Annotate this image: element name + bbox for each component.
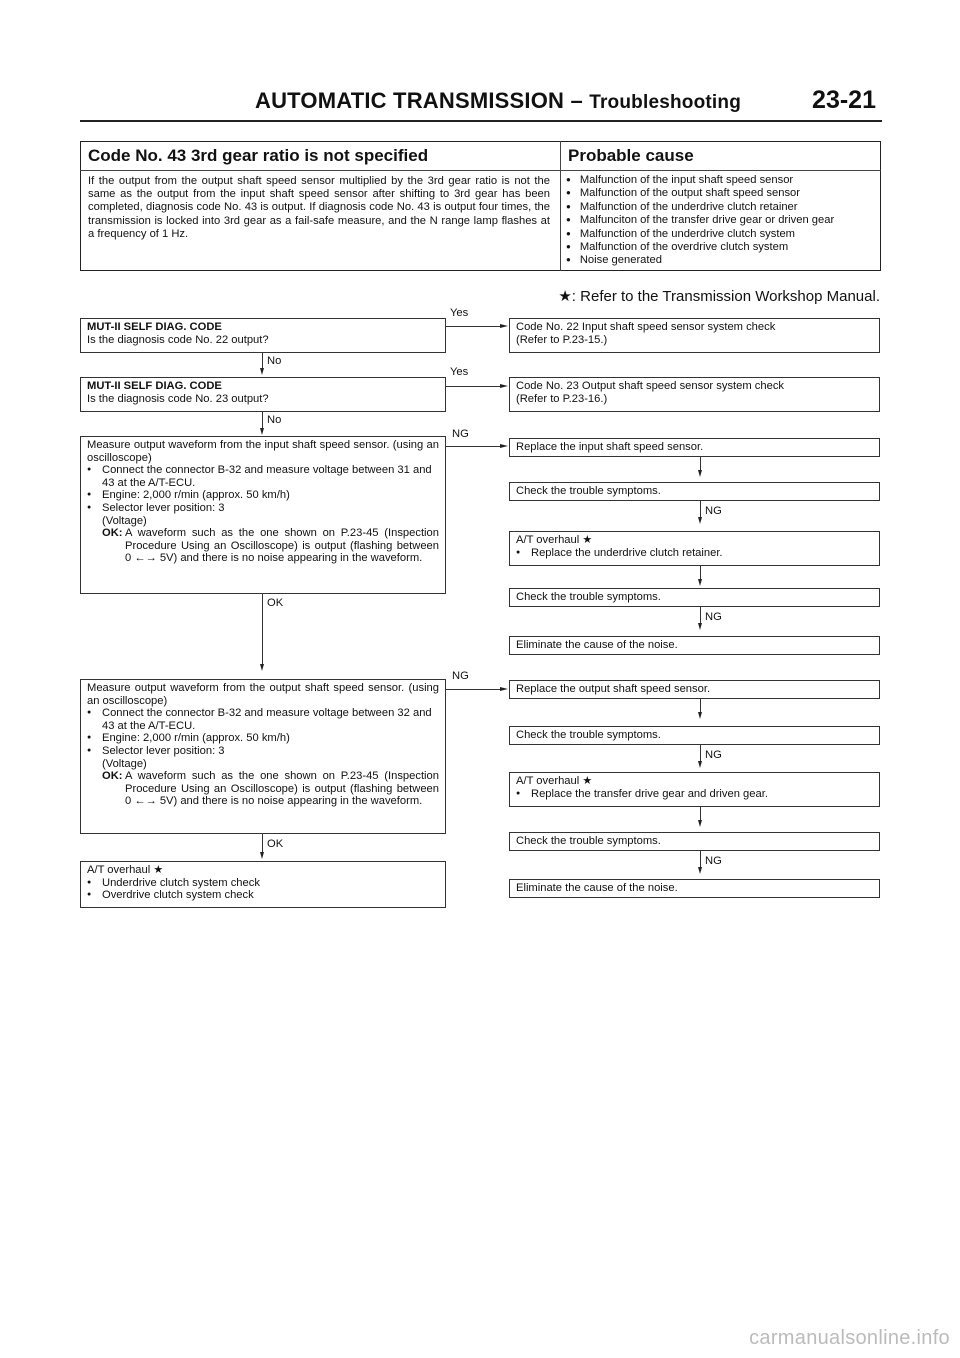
step4-ng-label: NG <box>452 670 469 682</box>
final-item: ● Overdrive clutch system check <box>87 889 439 902</box>
branch-b-ng1-label: NG <box>705 749 722 761</box>
step2-question: Is the diagnosis code No. 23 output? <box>87 392 269 405</box>
arrow-down-icon <box>698 712 702 719</box>
step3-voltage: (Voltage) <box>102 514 147 527</box>
step3-ok-criteria <box>87 527 439 565</box>
branch-a-eliminate-box: Eliminate the cause of the noise. <box>509 636 880 655</box>
final-items <box>87 877 439 902</box>
step4-box <box>80 679 446 834</box>
workshop-manual-note: ★: Refer to the Transmission Workshop Manual. <box>558 288 880 305</box>
step1-title: MUT-II SELF DIAG. CODE <box>87 321 222 333</box>
step2-box <box>80 377 446 412</box>
probable-cause-title: Probable cause <box>568 146 694 165</box>
arrow-right-icon <box>500 384 508 388</box>
arrow-down-icon <box>260 852 264 859</box>
condition-item: ● Connect the connector B-32 and measure voltage between 31 and 43 at the A/T-ECU. <box>87 464 439 489</box>
probable-cause-list <box>566 174 878 268</box>
overhaul-items <box>516 547 873 560</box>
final-overhaul-box <box>80 861 446 908</box>
final-item: ● Underdrive clutch system check <box>87 877 439 890</box>
condition-item: ● Selector lever position: 3 <box>87 745 439 758</box>
step2-title: MUT-II SELF DIAG. CODE <box>87 380 222 392</box>
cause-item: ● Malfunction of the underdrive clutch system <box>566 228 878 241</box>
step3-box <box>80 436 446 594</box>
step1-no-label: No <box>267 355 282 367</box>
step2-yes-connector <box>446 386 500 387</box>
code-column-divider <box>560 141 561 271</box>
branch-a-ng1-label: NG <box>705 505 722 517</box>
step3-ok-connector <box>262 594 263 665</box>
ok-text: A waveform such as the one shown on P.23-45 (Inspection Procedure Using an Oscilloscope) is output (flashing between 0 ←→ 5V) and there is no noise appearing in the waveform. <box>125 770 439 808</box>
result1-box <box>509 318 880 353</box>
result2-line1: Code No. 23 Output shaft speed sensor system check <box>516 380 785 392</box>
step4-ok-branch-label: OK <box>267 838 284 850</box>
branch-b-check1-box: Check the trouble symptoms. <box>509 726 880 745</box>
result1-line1: Code No. 22 Input shaft speed sensor system check <box>516 321 776 333</box>
branch-a-overhaul-box <box>509 531 880 566</box>
step4-ng-connector <box>446 689 500 690</box>
condition-item: ● Connect the connector B-32 and measure voltage between 32 and 43 at the A/T-ECU. <box>87 707 439 732</box>
condition-item: ● Engine: 2,000 r/min (approx. 50 km/h) <box>87 732 439 745</box>
code-header-divider <box>80 170 881 171</box>
branch-b-check2-box: Check the trouble symptoms. <box>509 832 880 851</box>
cause-item: ● Malfunciton of the transfer drive gear or driven gear <box>566 214 878 227</box>
ok-text: A waveform such as the one shown on P.23-45 (Inspection Procedure Using an Oscilloscope) is output (flashing between 0 ←→ 5V) and there is no noise appearing in the waveform. <box>125 527 439 565</box>
arrow-down-icon <box>698 820 702 827</box>
branch-a-check2-box: Check the trouble symptoms. <box>509 588 880 607</box>
step3-ok-branch-label: OK <box>267 597 284 609</box>
condition-item: ● Engine: 2,000 r/min (approx. 50 km/h) <box>87 489 439 502</box>
arrow-down-icon <box>698 761 702 768</box>
arrow-down-icon <box>698 470 702 477</box>
branch-b-eliminate-box: Eliminate the cause of the noise. <box>509 879 880 898</box>
step3-intro: Measure output waveform from the input shaft speed sensor. (using an oscilloscope) <box>87 439 439 464</box>
step3-conditions <box>87 464 439 514</box>
ok-label: OK: <box>102 770 123 783</box>
step1-question: Is the diagnosis code No. 22 output? <box>87 333 269 346</box>
code-title: Code No. 43 3rd gear ratio is not specified <box>88 146 429 165</box>
ok-label: OK: <box>102 527 123 540</box>
branch-a-ng2-label: NG <box>705 611 722 623</box>
branch-a-replace-box: Replace the input shaft speed sensor. <box>509 438 880 457</box>
arrow-right-icon <box>500 444 508 448</box>
cause-item: ● Malfunction of the overdrive clutch system <box>566 241 878 254</box>
branch-a-check1-box: Check the trouble symptoms. <box>509 482 880 501</box>
cause-item: ● Noise generated <box>566 254 878 267</box>
watermark: carmanualsonline.info <box>749 1327 950 1349</box>
step3-ng-connector <box>446 446 500 447</box>
step2-yes-label: Yes <box>450 366 469 378</box>
condition-item: ● Selector lever position: 3 <box>87 502 439 515</box>
arrow-down-icon <box>698 623 702 630</box>
cause-item: ● Malfunction of the underdrive clutch retainer <box>566 201 878 214</box>
page-title: AUTOMATIC TRANSMISSION – Troubleshooting <box>255 88 742 113</box>
arrow-down-icon <box>260 368 264 375</box>
overhaul-title: A/T overhaul ★ <box>516 775 593 787</box>
step4-ok-criteria <box>87 770 439 808</box>
overhaul-item: ● Replace the underdrive clutch retainer. <box>516 547 873 560</box>
result2-box <box>509 377 880 412</box>
step1-yes-connector <box>446 326 500 327</box>
arrow-down-icon <box>698 517 702 524</box>
arrow-right-icon <box>500 687 508 691</box>
result2-line2: (Refer to P.23-16.) <box>516 392 608 405</box>
step2-no-label: No <box>267 414 282 426</box>
result1-line2: (Refer to P.23-15.) <box>516 333 608 346</box>
step3-ng-label: NG <box>452 428 469 440</box>
step4-conditions <box>87 707 439 757</box>
code-description: If the output from the output shaft speed sensor multiplied by the 3rd gear ratio is not the same as the output from the input shaft speed sensor after shifting to 3rd gear has been completed, diagnosis code No. 43 is output. If diagnosis code No. 43 is output four times, the transmission is locked into 3rd gear as a fail-safe measure, and the N range lamp flashes at a frequency of 1 Hz. <box>88 175 550 240</box>
arrow-down-icon <box>698 867 702 874</box>
arrow-down-icon <box>260 664 264 671</box>
branch-b-overhaul-box <box>509 772 880 807</box>
step4-voltage: (Voltage) <box>102 757 147 770</box>
branch-b-ng2-label: NG <box>705 855 722 867</box>
step1-box <box>80 318 446 353</box>
cause-item: ● Malfunction of the output shaft speed sensor <box>566 187 878 200</box>
branch-b-replace-box: Replace the output shaft speed sensor. <box>509 680 880 699</box>
page-number: 23-21 <box>812 86 876 114</box>
arrow-down-icon <box>260 428 264 435</box>
step1-yes-label: Yes <box>450 307 469 319</box>
arrow-down-icon <box>698 579 702 586</box>
arrow-right-icon <box>500 324 508 328</box>
final-title: A/T overhaul ★ <box>87 864 164 876</box>
overhaul-title: A/T overhaul ★ <box>516 534 593 546</box>
step4-ok-connector <box>262 834 263 854</box>
step4-intro: Measure output waveform from the output shaft speed sensor. (using an oscilloscope) <box>87 682 439 707</box>
overhaul-item: ● Replace the transfer drive gear and driven gear. <box>516 788 873 801</box>
header-rule <box>80 120 882 122</box>
cause-item: ● Malfunction of the input shaft speed sensor <box>566 174 878 187</box>
overhaul-items <box>516 788 873 801</box>
